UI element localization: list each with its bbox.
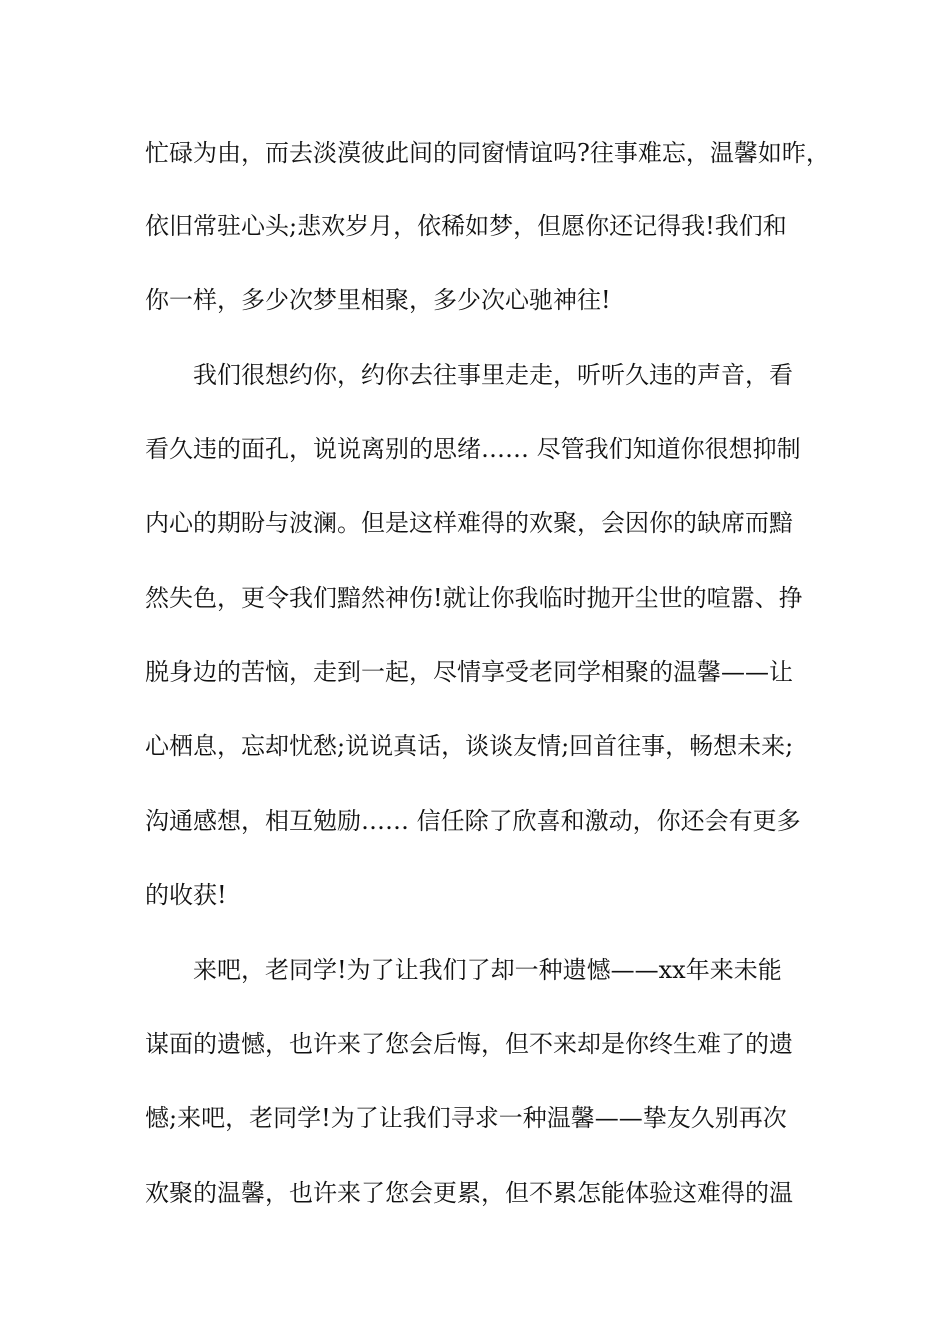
text-line: 来吧，老同学!为了让我们了却一种遗憾——xx年来未能 bbox=[145, 956, 782, 984]
text-line: 脱身边的苦恼，走到一起，尽情享受老同学相聚的温馨——让 bbox=[145, 658, 793, 686]
text-line: 依旧常驻心头;悲欢岁月，依稀如梦，但愿你还记得我!我们和 bbox=[145, 212, 787, 240]
text-line: 内心的期盼与波澜。但是这样难得的欢聚，会因你的缺席而黯 bbox=[145, 509, 793, 537]
text-line: 沟通感想，相互勉励…… 信任除了欣喜和激动，你还会有更多 bbox=[145, 807, 801, 835]
text-line: 的收获! bbox=[145, 881, 227, 909]
text-line: 看久违的面孔，说说离别的思绪…… 尽管我们知道你很想抑制 bbox=[145, 435, 801, 463]
text-line: 然失色，更令我们黯然神伤!就让你我临时抛开尘世的喧嚣、挣 bbox=[145, 584, 803, 612]
text-line: 忙碌为由，而去淡漠彼此间的同窗情谊吗?往事难忘，温馨如昨， bbox=[145, 139, 830, 167]
text-line: 我们很想约你，约你去往事里走走，听听久违的声音，看 bbox=[145, 361, 793, 389]
text-line: 心栖息，忘却忧愁;说说真话，谈谈友情;回首往事，畅想未来; bbox=[145, 732, 794, 760]
text-line: 欢聚的温馨，也许来了您会更累，但不累怎能体验这难得的温 bbox=[145, 1179, 793, 1207]
text-line: 憾;来吧，老同学!为了让我们寻求一种温馨——挚友久别再次 bbox=[145, 1104, 787, 1132]
text-line: 你一样，多少次梦里相聚，多少次心驰神往! bbox=[145, 286, 611, 314]
text-line: 谋面的遗憾，也许来了您会后悔，但不来却是你终生难了的遗 bbox=[145, 1030, 793, 1058]
